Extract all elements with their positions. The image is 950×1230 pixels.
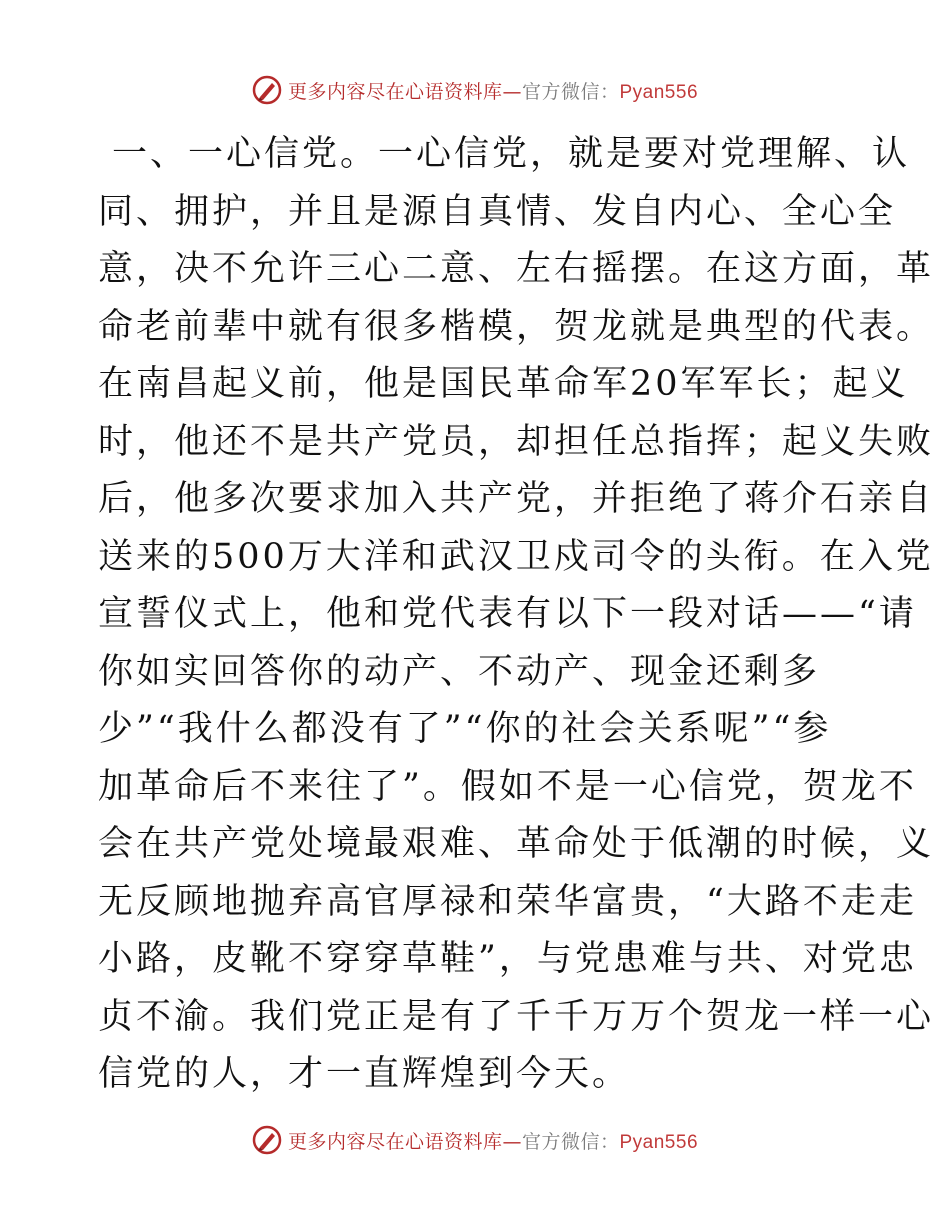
footer-text — [288, 1127, 698, 1154]
pen-logo-icon — [252, 1125, 282, 1155]
body-line: 加革命后不来往了”。假如不是一心信党，贺龙不 — [98, 766, 917, 807]
body-line: 会在共产党处境最艰难、革命处于低潮的时候，义 — [98, 824, 935, 864]
body-line: 在南昌起义前，他是国民革命军20军军长；起义 — [98, 364, 909, 404]
body-line: 意，决不允许三心二意、左右摇摆。在这方面，革 — [98, 249, 935, 289]
body-line: 宣誓仪式上，他和党代表有以下一段对话——“请 — [98, 594, 917, 634]
header-banner — [0, 70, 950, 110]
body-line: 少”“我什么都没有了”“你的社会关系呢”“参 — [98, 709, 832, 749]
header-wechat-label: 官方微信： — [521, 80, 620, 103]
body-line: 小路，皮靴不穿穿草鞋”，与党患难与共、对党忠 — [98, 939, 917, 979]
header-wechat-handle: Pyan556 — [619, 81, 699, 103]
footer-brand-text: 更多内容尽在心语资料库 — [287, 1130, 503, 1153]
header-text — [288, 77, 698, 104]
body-line: 贞不渝。我们党正是有了千千万万个贺龙一样一心 — [98, 996, 935, 1037]
body-line: 一、一心信党。一心信党，就是要对党理解、认 — [112, 134, 911, 174]
body-line: 送来的500万大洋和武汉卫戍司令的头衔。在入党 — [98, 536, 934, 577]
footer-separator: — — [502, 1130, 522, 1153]
footer-wechat-handle: Pyan556 — [619, 1131, 699, 1153]
header-separator: — — [502, 80, 522, 103]
body-line: 后，他多次要求加入共产党，并拒绝了蒋介石亲自 — [98, 479, 935, 519]
body-line: 同、拥护，并且是源自真情、发自内心、全心全 — [98, 191, 897, 232]
footer-banner — [0, 1120, 950, 1160]
footer-wechat-label: 官方微信： — [521, 1130, 620, 1153]
body-line: 信党的人，才一直辉煌到今天。 — [98, 1054, 631, 1094]
body-line: 无反顾地抛弃高官厚禄和荣华富贵，“大路不走走 — [98, 881, 917, 922]
body-line: 你如实回答你的动产、不动产、现金还剩多 — [98, 651, 821, 692]
header-brand-text: 更多内容尽在心语资料库 — [287, 80, 503, 103]
pen-logo-icon — [252, 75, 282, 105]
body-line: 时，他还不是共产党员，却担任总指挥；起义失败 — [98, 421, 935, 462]
body-line: 命老前辈中就有很多楷模，贺龙就是典型的代表。 — [98, 306, 935, 347]
body-text — [98, 126, 935, 1104]
